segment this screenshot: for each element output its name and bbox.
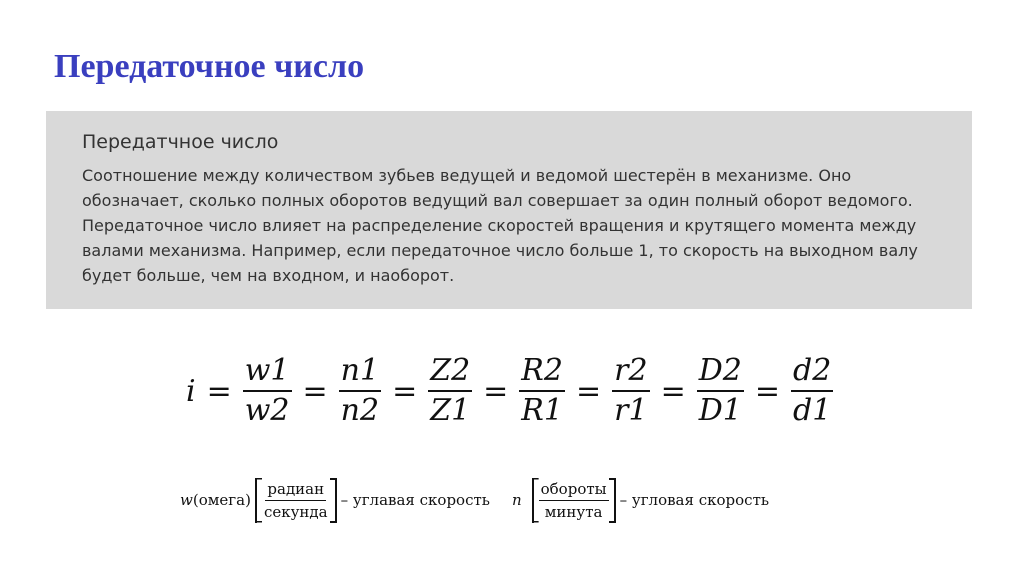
denominator-symbol: d1 xyxy=(792,393,832,428)
formula-equals: = xyxy=(206,373,232,409)
numerator-symbol: w1 xyxy=(244,353,290,388)
legend-omega-symbol: w xyxy=(180,491,193,509)
fraction-denominator xyxy=(612,392,649,430)
fraction-denominator xyxy=(697,392,744,430)
fraction-numerator xyxy=(791,352,833,392)
fraction-diameter-lower xyxy=(791,352,833,430)
denominator-symbol: n2 xyxy=(340,393,380,428)
fraction-numerator xyxy=(519,352,565,392)
legend-omega-name: (омега) xyxy=(192,491,251,509)
fraction-radius-upper xyxy=(519,352,565,430)
fraction-numerator xyxy=(339,352,381,392)
denominator-symbol: R1 xyxy=(521,393,563,428)
denominator-symbol: D1 xyxy=(698,393,742,428)
numerator-symbol: n1 xyxy=(340,353,380,388)
symbol-legend xyxy=(180,472,840,528)
numerator-symbol: d2 xyxy=(792,353,832,388)
fraction-numerator xyxy=(612,352,649,392)
formula-equals: = xyxy=(660,373,686,409)
fraction-radius-lower xyxy=(612,352,649,430)
unit-denominator: секунда xyxy=(263,502,328,521)
formula-equals: = xyxy=(575,373,602,409)
bracket-corner xyxy=(330,521,337,523)
unit-numerator: обороты xyxy=(539,478,609,501)
fraction-denominator xyxy=(791,392,833,430)
numerator-symbol: R2 xyxy=(521,353,563,388)
fraction-teeth xyxy=(428,352,472,430)
fraction-diameter-upper xyxy=(697,352,744,430)
legend-n-symbol: n xyxy=(511,491,522,509)
fraction-rotation-speed xyxy=(339,352,381,430)
slide-title: Передаточное число xyxy=(54,48,365,85)
unit-denominator: минута xyxy=(544,502,603,521)
legend-omega-description: – углавая скорость xyxy=(340,491,490,509)
formula-equals: = xyxy=(392,373,418,409)
denominator-symbol: Z1 xyxy=(430,393,471,428)
definition-term: Передатчное число xyxy=(82,131,279,153)
fraction-denominator xyxy=(339,392,381,430)
fraction-angular-velocity xyxy=(243,352,292,430)
formula-equals: = xyxy=(302,373,328,409)
numerator-symbol: D2 xyxy=(698,353,742,388)
legend-n-description: – угловая скорость xyxy=(619,491,770,509)
formula-lhs: i xyxy=(186,373,196,409)
fraction-numerator xyxy=(428,352,472,392)
fraction-denominator xyxy=(428,392,472,430)
numerator-symbol: Z2 xyxy=(430,353,471,388)
definition-text: Соотношение между количеством зубьев ведущей и ведомой шестерён в механизме. Оно обозначает, сколько полных оборотов ведущий вал совершает за один полный оборот ведомого. Передаточное число влияет на распределение скоростей вращения и крутящего момента между валами механизма. Например, если передаточное число больше 1, то скорость на выходном валу будет больше, чем на входном, и наоборот. xyxy=(82,166,918,285)
formula-equals: = xyxy=(483,373,509,409)
numerator-symbol: r2 xyxy=(614,353,648,388)
fraction-denominator xyxy=(519,392,565,430)
denominator-symbol: w2 xyxy=(244,393,290,428)
unit-numerator: радиан xyxy=(265,478,326,501)
gear-ratio-formula xyxy=(186,348,832,434)
definition-box xyxy=(46,111,972,309)
fraction-numerator xyxy=(697,352,744,392)
fraction-numerator xyxy=(243,352,292,392)
denominator-symbol: r1 xyxy=(614,393,648,428)
legend-n-unit xyxy=(532,478,616,523)
formula-equals: = xyxy=(754,373,780,409)
legend-omega-unit xyxy=(255,478,337,523)
bracket-corner xyxy=(609,521,616,523)
bracket-corner xyxy=(330,478,337,480)
bracket-corner xyxy=(609,478,616,480)
fraction-denominator xyxy=(243,392,292,430)
